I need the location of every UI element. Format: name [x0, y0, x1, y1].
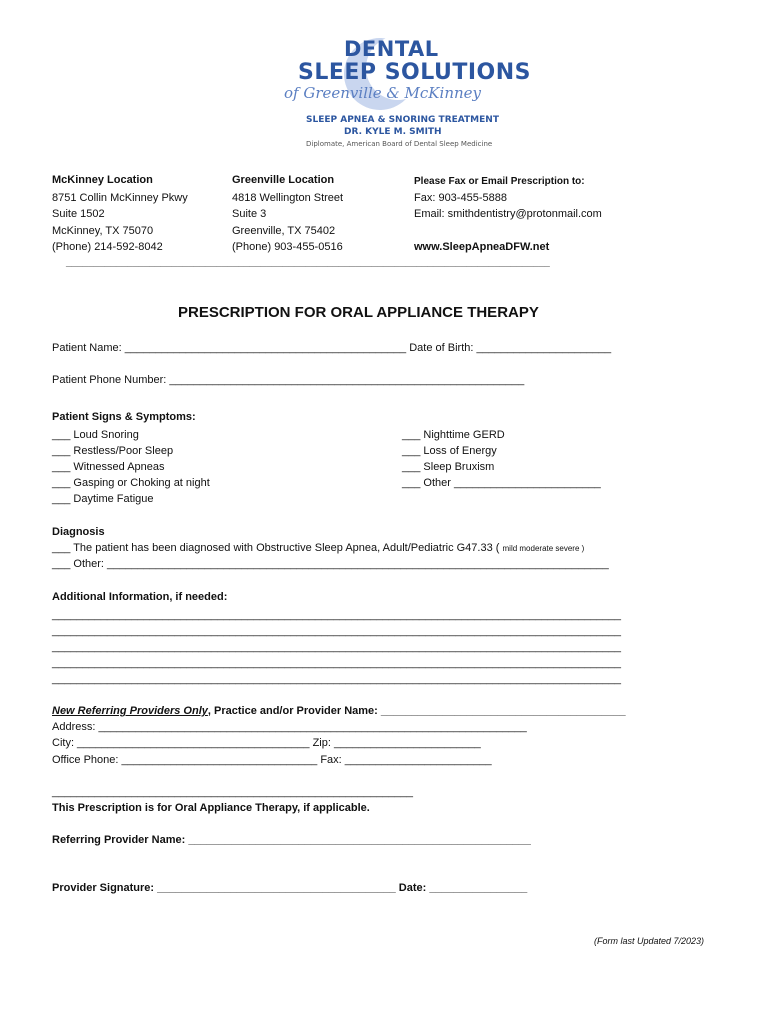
oat-statement: This Prescription is for Oral Appliance Therapy, if applicable. — [52, 802, 370, 814]
greenville-heading: Greenville Location — [232, 174, 335, 186]
additional-line[interactable]: _____________________________________________________________________________________________ — [52, 625, 621, 637]
additional-line[interactable]: _____________________________________________________________________________________________ — [52, 641, 621, 653]
additional-line[interactable]: _____________________________________________________________________________________________ — [52, 609, 621, 621]
header-divider: _______________________________________________________________________________________ — [66, 257, 550, 268]
symptom-checkbox[interactable]: ___ Other ________________________ — [402, 477, 601, 489]
additional-line[interactable]: _____________________________________________________________________________________________ — [52, 673, 621, 685]
diagnosis-osa-text: ___ The patient has been diagnosed with Obstructive Sleep Apnea, Adult/Pediatric G47.33 ( — [52, 542, 500, 554]
signature-line[interactable]: ___________________________________________________________ — [52, 786, 413, 798]
logo-diplomate: Diplomate, American Board of Dental Sleep Medicine — [306, 140, 493, 148]
email-address: Email: smithdentistry@protonmail.com — [414, 208, 602, 220]
practice-name-field[interactable]: , Practice and/or Provider Name: ________________________________________ — [207, 705, 626, 717]
diagnosis-severity[interactable]: mild moderate severe ) — [502, 544, 585, 553]
symptom-checkbox[interactable]: ___ Restless/Poor Sleep — [52, 445, 174, 457]
logo-line2: SLEEP SOLUTIONS — [298, 60, 531, 85]
symptom-checkbox[interactable]: ___ Loud Snoring — [52, 429, 139, 441]
website-link[interactable]: www.SleepApneaDFW.net — [414, 241, 550, 253]
provider-signature-field[interactable]: Provider Signature: _______________________________________ Date: ________________ — [52, 882, 528, 894]
greenville-address: 4818 Wellington Street — [232, 192, 344, 204]
new-referring-row[interactable] — [52, 705, 626, 717]
fax-heading: Please Fax or Email Prescription to: — [414, 176, 585, 187]
symptoms-heading: Patient Signs & Symptoms: — [52, 411, 196, 423]
greenville-suite: Suite 3 — [232, 208, 267, 220]
symptom-checkbox[interactable]: ___ Sleep Bruxism — [402, 461, 495, 473]
diagnosis-osa-row[interactable] — [52, 542, 584, 554]
fax-number: Fax: 903-455-5888 — [414, 192, 507, 204]
referring-provider-field[interactable]: Referring Provider Name: ________________________________________________________ — [52, 834, 531, 846]
symptom-checkbox[interactable]: ___ Daytime Fatigue — [52, 493, 154, 505]
patient-name-field[interactable]: Patient Name: ______________________________________________ Date of Birth: ______________________ — [52, 342, 612, 354]
mckinney-city: McKinney, TX 75070 — [52, 225, 154, 237]
greenville-city: Greenville, TX 75402 — [232, 225, 336, 237]
phone-fax-field[interactable]: Office Phone: ________________________________ Fax: ________________________ — [52, 754, 492, 766]
mckinney-address: 8751 Collin McKinney Pkwy — [52, 192, 188, 204]
diagnosis-other-field[interactable]: ___ Other: __________________________________________________________________________________ — [52, 558, 609, 570]
logo-line1: DENTAL — [344, 37, 439, 61]
new-referring-label: New Referring Providers Only — [52, 705, 208, 717]
symptom-checkbox[interactable]: ___ Loss of Energy — [402, 445, 497, 457]
address-field[interactable]: Address: ______________________________________________________________________ — [52, 721, 527, 733]
additional-info-lines[interactable] — [52, 607, 621, 687]
greenville-phone: (Phone) 903-455-0516 — [232, 241, 343, 253]
form-updated-footer: (Form last Updated 7/2023) — [594, 936, 705, 946]
diagnosis-heading: Diagnosis — [52, 526, 105, 538]
logo-doctor: DR. KYLE M. SMITH — [344, 127, 442, 137]
city-zip-field[interactable]: City: ______________________________________ Zip: ________________________ — [52, 737, 481, 749]
logo-tagline: SLEEP APNEA & SNORING TREATMENT — [306, 115, 499, 125]
patient-phone-field[interactable]: Patient Phone Number: __________________________________________________________ — [52, 374, 525, 386]
symptom-checkbox[interactable]: ___ Witnessed Apneas — [52, 461, 165, 473]
form-title: PRESCRIPTION FOR ORAL APPLIANCE THERAPY — [178, 304, 539, 321]
mckinney-phone: (Phone) 214-592-8042 — [52, 241, 163, 253]
logo-script: of Greenville & McKinney — [284, 84, 481, 102]
symptom-checkbox[interactable]: ___ Nighttime GERD — [402, 429, 505, 441]
symptom-checkbox[interactable]: ___ Gasping or Choking at night — [52, 477, 210, 489]
additional-line[interactable]: _____________________________________________________________________________________________ — [52, 657, 621, 669]
symptoms-right-list — [402, 427, 601, 491]
symptoms-left-list — [52, 427, 210, 507]
mckinney-suite: Suite 1502 — [52, 208, 105, 220]
mckinney-heading: McKinney Location — [52, 174, 153, 186]
additional-heading: Additional Information, if needed: — [52, 591, 228, 603]
